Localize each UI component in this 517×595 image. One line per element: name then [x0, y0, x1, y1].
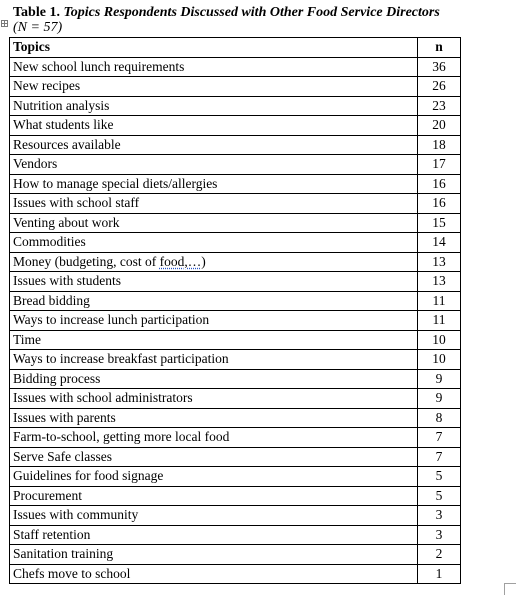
table-caption [13, 5, 463, 35]
count-cell[interactable]: 18 [418, 135, 461, 155]
topic-cell[interactable]: Issues with school administrators [10, 389, 418, 409]
table-row [10, 291, 461, 311]
table-header-row [10, 38, 461, 58]
table-row [10, 96, 461, 116]
header-n[interactable]: n [418, 38, 461, 58]
table-row [10, 389, 461, 409]
count-cell[interactable]: 5 [418, 467, 461, 487]
table-row [10, 233, 461, 253]
count-cell[interactable]: 16 [418, 174, 461, 194]
topic-cell[interactable]: Staff retention [10, 525, 418, 545]
table-row [10, 467, 461, 487]
topic-cell[interactable]: Commodities [10, 233, 418, 253]
topic-cell[interactable]: Farm-to-school, getting more local food [10, 428, 418, 448]
count-cell[interactable]: 17 [418, 155, 461, 175]
table-row [10, 135, 461, 155]
count-cell[interactable]: 9 [418, 389, 461, 409]
page-corner-marker [504, 583, 516, 595]
topic-cell[interactable]: Vendors [10, 155, 418, 175]
topic-cell[interactable]: Chefs move to school [10, 564, 418, 584]
table-row [10, 408, 461, 428]
count-cell[interactable]: 10 [418, 330, 461, 350]
caption-sample-size: (N = 57) [13, 20, 63, 35]
topic-cell[interactable]: What students like [10, 116, 418, 136]
table-row [10, 350, 461, 370]
table-row [10, 116, 461, 136]
topic-cell[interactable]: Sanitation training [10, 545, 418, 565]
table-move-handle-icon[interactable] [1, 20, 8, 27]
header-topics[interactable]: Topics [10, 38, 418, 58]
count-cell[interactable]: 9 [418, 369, 461, 389]
table-row [10, 486, 461, 506]
table-row [10, 564, 461, 584]
table-row [10, 272, 461, 292]
table-row [10, 545, 461, 565]
topic-cell[interactable]: Serve Safe classes [10, 447, 418, 467]
count-cell[interactable]: 5 [418, 486, 461, 506]
count-cell[interactable]: 3 [418, 506, 461, 526]
count-cell[interactable]: 7 [418, 428, 461, 448]
topic-cell[interactable]: New school lunch requirements [10, 57, 418, 77]
caption-label: Table 1. [13, 5, 60, 20]
table-row [10, 57, 461, 77]
count-cell[interactable]: 26 [418, 77, 461, 97]
table-row [10, 174, 461, 194]
spellcheck-flagged-word[interactable]: food,… [159, 253, 202, 269]
table-row [10, 369, 461, 389]
topic-cell[interactable]: Issues with school staff [10, 194, 418, 214]
count-cell[interactable]: 7 [418, 447, 461, 467]
topic-cell[interactable]: Bread bidding [10, 291, 418, 311]
count-cell[interactable]: 8 [418, 408, 461, 428]
count-cell[interactable]: 14 [418, 233, 461, 253]
topics-table [9, 37, 461, 584]
topic-cell[interactable]: Resources available [10, 135, 418, 155]
count-cell[interactable]: 15 [418, 213, 461, 233]
table-row [10, 77, 461, 97]
topic-cell[interactable]: Ways to increase breakfast participation [10, 350, 418, 370]
count-cell[interactable]: 20 [418, 116, 461, 136]
count-cell[interactable]: 23 [418, 96, 461, 116]
table-row [10, 194, 461, 214]
topic-cell[interactable]: Money (budgeting, cost of food,…) [10, 252, 418, 272]
table-row [10, 311, 461, 331]
topic-cell[interactable]: Issues with parents [10, 408, 418, 428]
count-cell[interactable]: 13 [418, 272, 461, 292]
count-cell[interactable]: 3 [418, 525, 461, 545]
topic-cell[interactable]: Ways to increase lunch participation [10, 311, 418, 331]
topic-cell[interactable]: How to manage special diets/allergies [10, 174, 418, 194]
count-cell[interactable]: 11 [418, 291, 461, 311]
table-row [10, 213, 461, 233]
table-row [10, 428, 461, 448]
count-cell[interactable]: 36 [418, 57, 461, 77]
topic-cell[interactable]: Issues with students [10, 272, 418, 292]
topic-cell[interactable]: Bidding process [10, 369, 418, 389]
count-cell[interactable]: 16 [418, 194, 461, 214]
count-cell[interactable]: 10 [418, 350, 461, 370]
count-cell[interactable]: 2 [418, 545, 461, 565]
topic-cell[interactable]: Issues with community [10, 506, 418, 526]
table-row [10, 155, 461, 175]
count-cell[interactable]: 13 [418, 252, 461, 272]
topic-cell[interactable]: Venting about work [10, 213, 418, 233]
caption-title: Topics Respondents Discussed with Other Food Service Directors [63, 5, 440, 20]
table-row [10, 525, 461, 545]
topic-cell[interactable]: Procurement [10, 486, 418, 506]
topic-cell[interactable]: New recipes [10, 77, 418, 97]
topic-cell[interactable]: Guidelines for food signage [10, 467, 418, 487]
table-row [10, 506, 461, 526]
table-row [10, 252, 461, 272]
table-row [10, 330, 461, 350]
count-cell[interactable]: 11 [418, 311, 461, 331]
table-row [10, 447, 461, 467]
topic-cell[interactable]: Nutrition analysis [10, 96, 418, 116]
topic-cell[interactable]: Time [10, 330, 418, 350]
count-cell[interactable]: 1 [418, 564, 461, 584]
